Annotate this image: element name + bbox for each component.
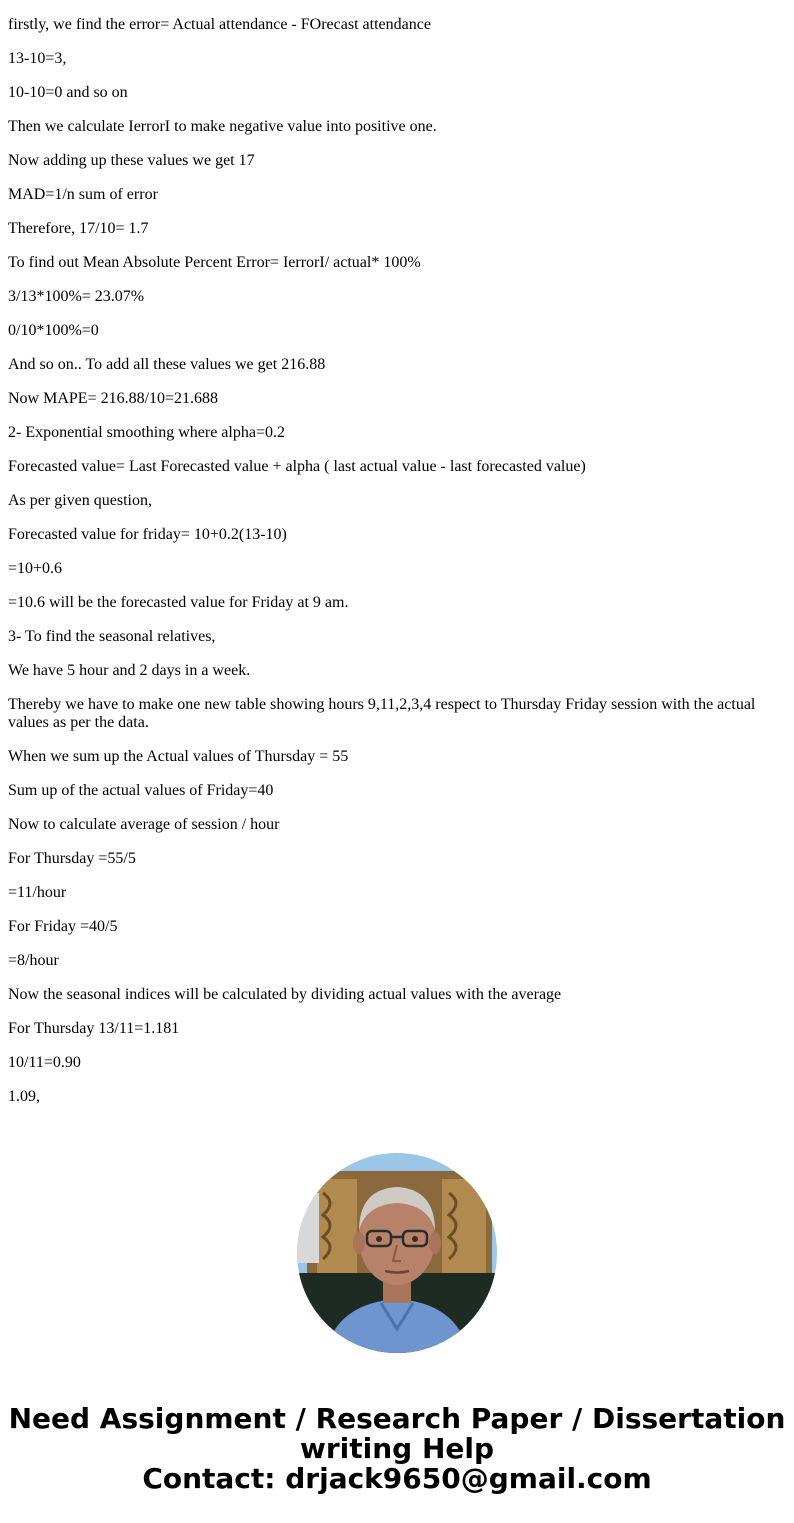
solution-line: 3/13*100%= 23.07% <box>8 288 145 305</box>
promo-contact: Contact: drjack9650@gmail.com <box>142 1462 652 1495</box>
solution-line: firstly, we find the error= Actual attendance - FOrecast attendance <box>8 16 431 33</box>
solution-line: Forecasted value for friday= 10+0.2(13-10) <box>8 526 287 543</box>
solution-line: 10/11=0.90 <box>8 1054 81 1071</box>
solution-line: =10+0.6 <box>8 560 63 577</box>
solution-line: Now to calculate average of session / hour <box>8 816 280 833</box>
solution-line: MAD=1/n sum of error <box>8 186 158 203</box>
solution-line: For Thursday =55/5 <box>8 850 136 867</box>
solution-line: Now MAPE= 216.88/10=21.688 <box>8 390 219 407</box>
solution-line: As per given question, <box>8 492 152 509</box>
solution-line: 1.09, <box>8 1088 40 1105</box>
promo-line: writing Help <box>299 1432 495 1465</box>
solution-line: Therefore, 17/10= 1.7 <box>8 220 149 237</box>
solution-line: Thereby we have to make one new table showing hours 9,11,2,3,4 respect to Thursday Friday session with the actual values as per the data. <box>8 696 756 731</box>
promo-banner <box>0 1404 794 1494</box>
solution-line: Now the seasonal indices will be calculated by dividing actual values with the average <box>8 986 562 1003</box>
solution-line: Now adding up these values we get 17 <box>8 152 255 169</box>
tutor-avatar <box>297 1153 497 1353</box>
solution-line: Sum up of the actual values of Friday=40 <box>8 782 274 799</box>
solution-line: 3- To find the seasonal relatives, <box>8 628 216 645</box>
solution-line: We have 5 hour and 2 days in a week. <box>8 662 251 679</box>
solution-line: When we sum up the Actual values of Thursday = 55 <box>8 748 349 765</box>
solution-line: =10.6 will be the forecasted value for Friday at 9 am. <box>8 594 349 611</box>
solution-line: 2- Exponential smoothing where alpha=0.2 <box>8 424 285 441</box>
solution-line: And so on.. To add all these values we get 216.88 <box>8 356 326 373</box>
solution-line: 0/10*100%=0 <box>8 322 99 339</box>
solution-line: =8/hour <box>8 952 59 969</box>
solution-line: 13-10=3, <box>8 50 67 67</box>
promo-line: Need Assignment / Research Paper / Dissertation <box>8 1402 786 1435</box>
solution-line: 10-10=0 and so on <box>8 84 128 101</box>
solution-line: To find out Mean Absolute Percent Error= IerrorI/ actual* 100% <box>8 254 421 271</box>
tutor-portrait-icon <box>297 1153 497 1353</box>
solution-line: =11/hour <box>8 884 67 901</box>
solution-line: Forecasted value= Last Forecasted value + alpha ( last actual value - last forecasted value) <box>8 458 586 475</box>
solution-line: Then we calculate IerrorI to make negative value into positive one. <box>8 118 437 135</box>
solution-text <box>8 16 778 1122</box>
solution-line: For Friday =40/5 <box>8 918 118 935</box>
solution-line: For Thursday 13/11=1.181 <box>8 1020 180 1037</box>
